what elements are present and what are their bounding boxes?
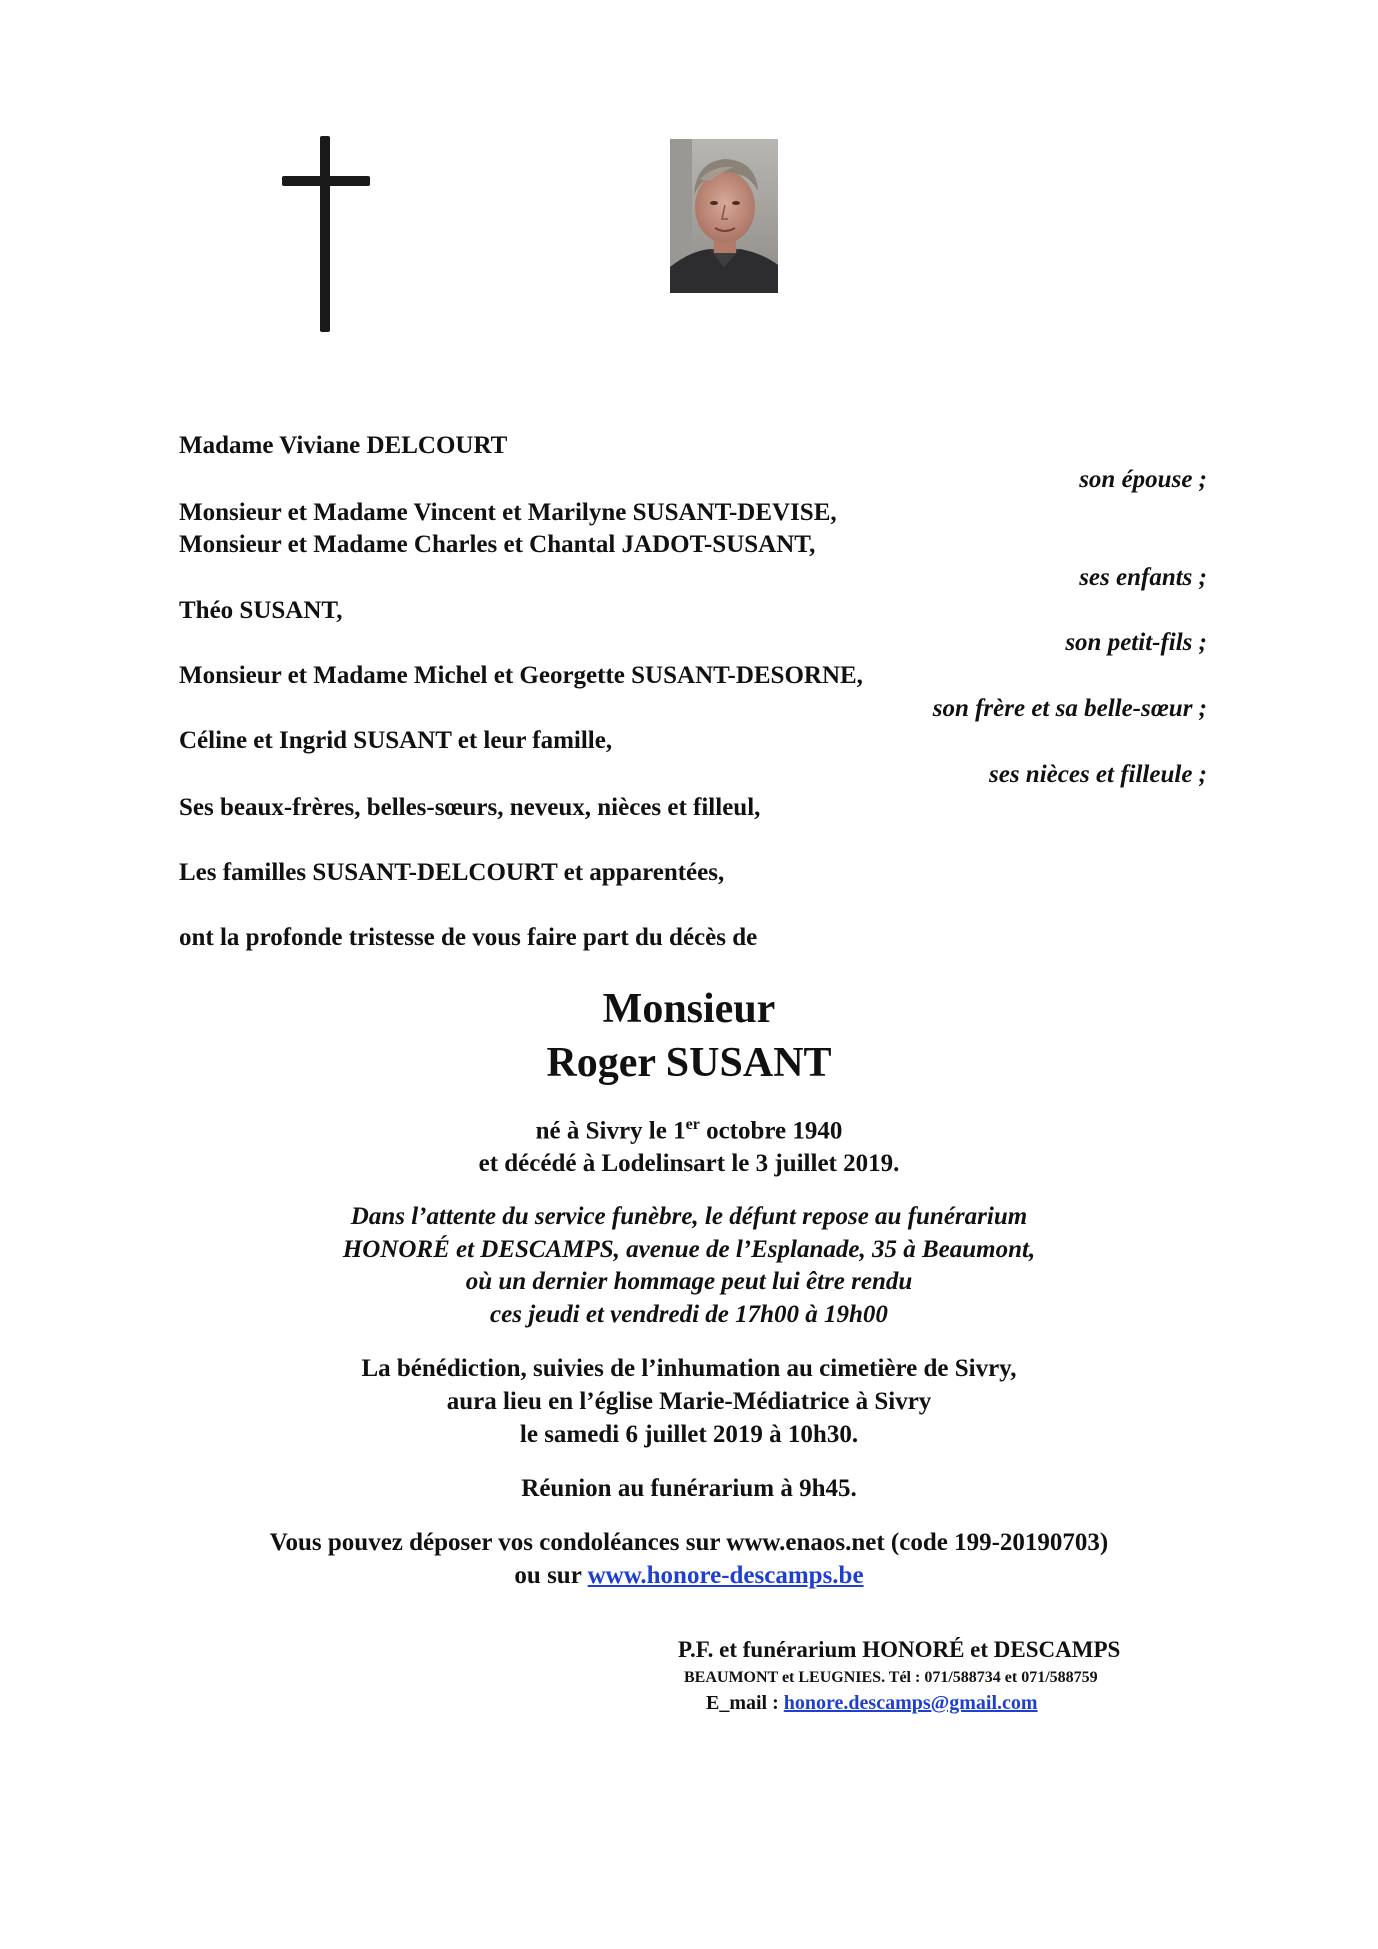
family-line-brother: Monsieur et Madame Michel et Georgette SUSANT-DESORNE, [179,662,863,689]
role-spouse: son épouse ; [1079,466,1207,493]
deceased-name: Roger SUSANT [546,1040,832,1086]
visitation-line-4: ces jeudi et vendredi de 17h00 à 19h00 [490,1301,888,1328]
portrait-photo [670,139,778,293]
condolences-link-line: ou sur www.honore-descamps.be [514,1562,864,1589]
family-line-in-laws: Ses beaux-frères, belles-sœurs, neveux, nièces et filleul, [179,794,761,821]
website-link[interactable]: www.honore-descamps.be [587,1562,864,1589]
family-line-child-2: Monsieur et Madame Charles et Chantal JADOT-SUSANT, [179,531,816,558]
meeting-line: Réunion au funérarium à 9h45. [521,1475,857,1502]
visitation-line-2: HONORÉ et DESCAMPS, avenue de l’Esplanade, 35 à Beaumont, [342,1236,1036,1263]
visitation-line-1: Dans l’attente du service funèbre, le défunt repose au funérarium [350,1203,1028,1230]
family-line-spouse: Madame Viviane DELCOURT [179,432,508,459]
death-line: et décédé à Lodelinsart le 3 juillet 2019. [478,1150,900,1177]
funeral-home-email-line: E_mail : honore.descamps@gmail.com [706,1692,1038,1714]
family-line-nieces: Céline et Ingrid SUSANT et leur famille, [179,727,613,754]
family-line-grandson: Théo SUSANT, [179,597,343,624]
role-children: ses enfants ; [1079,564,1207,591]
condolences-line: Vous pouvez déposer vos condoléances sur www.enaos.net (code 199-20190703) [269,1529,1109,1556]
family-line-families: Les familles SUSANT-DELCOURT et apparentées, [179,859,725,886]
ceremony-line-3: le samedi 6 juillet 2019 à 10h30. [519,1421,859,1448]
role-nieces: ses nièces et filleule ; [989,761,1207,788]
role-grandson: son petit-fils ; [1065,629,1207,656]
deceased-title: Monsieur [602,986,776,1032]
ceremony-line-1: La bénédiction, suivies de l’inhumation au cimetière de Sivry, [361,1355,1017,1382]
announcement-intro: ont la profonde tristesse de vous faire part du décès de [179,924,758,951]
family-line-child-1: Monsieur et Madame Vincent et Marilyne SUSANT-DEVISE, [179,499,837,526]
role-brother: son frère et sa belle-sœur ; [932,695,1207,722]
email-link[interactable]: honore.descamps@gmail.com [783,1692,1038,1714]
visitation-line-3: où un dernier hommage peut lui être rendu [465,1268,913,1295]
birth-line: né à Sivry le 1er octobre 1940 [535,1116,843,1145]
ceremony-line-2: aura lieu en l’église Marie-Médiatrice à Sivry [446,1388,932,1415]
funeral-home-phones: BEAUMONT et LEUGNIES. Tél : 071/588734 et 071/588759 [684,1669,1098,1686]
funeral-home-name: P.F. et funérarium HONORÉ et DESCAMPS [678,1637,1121,1662]
